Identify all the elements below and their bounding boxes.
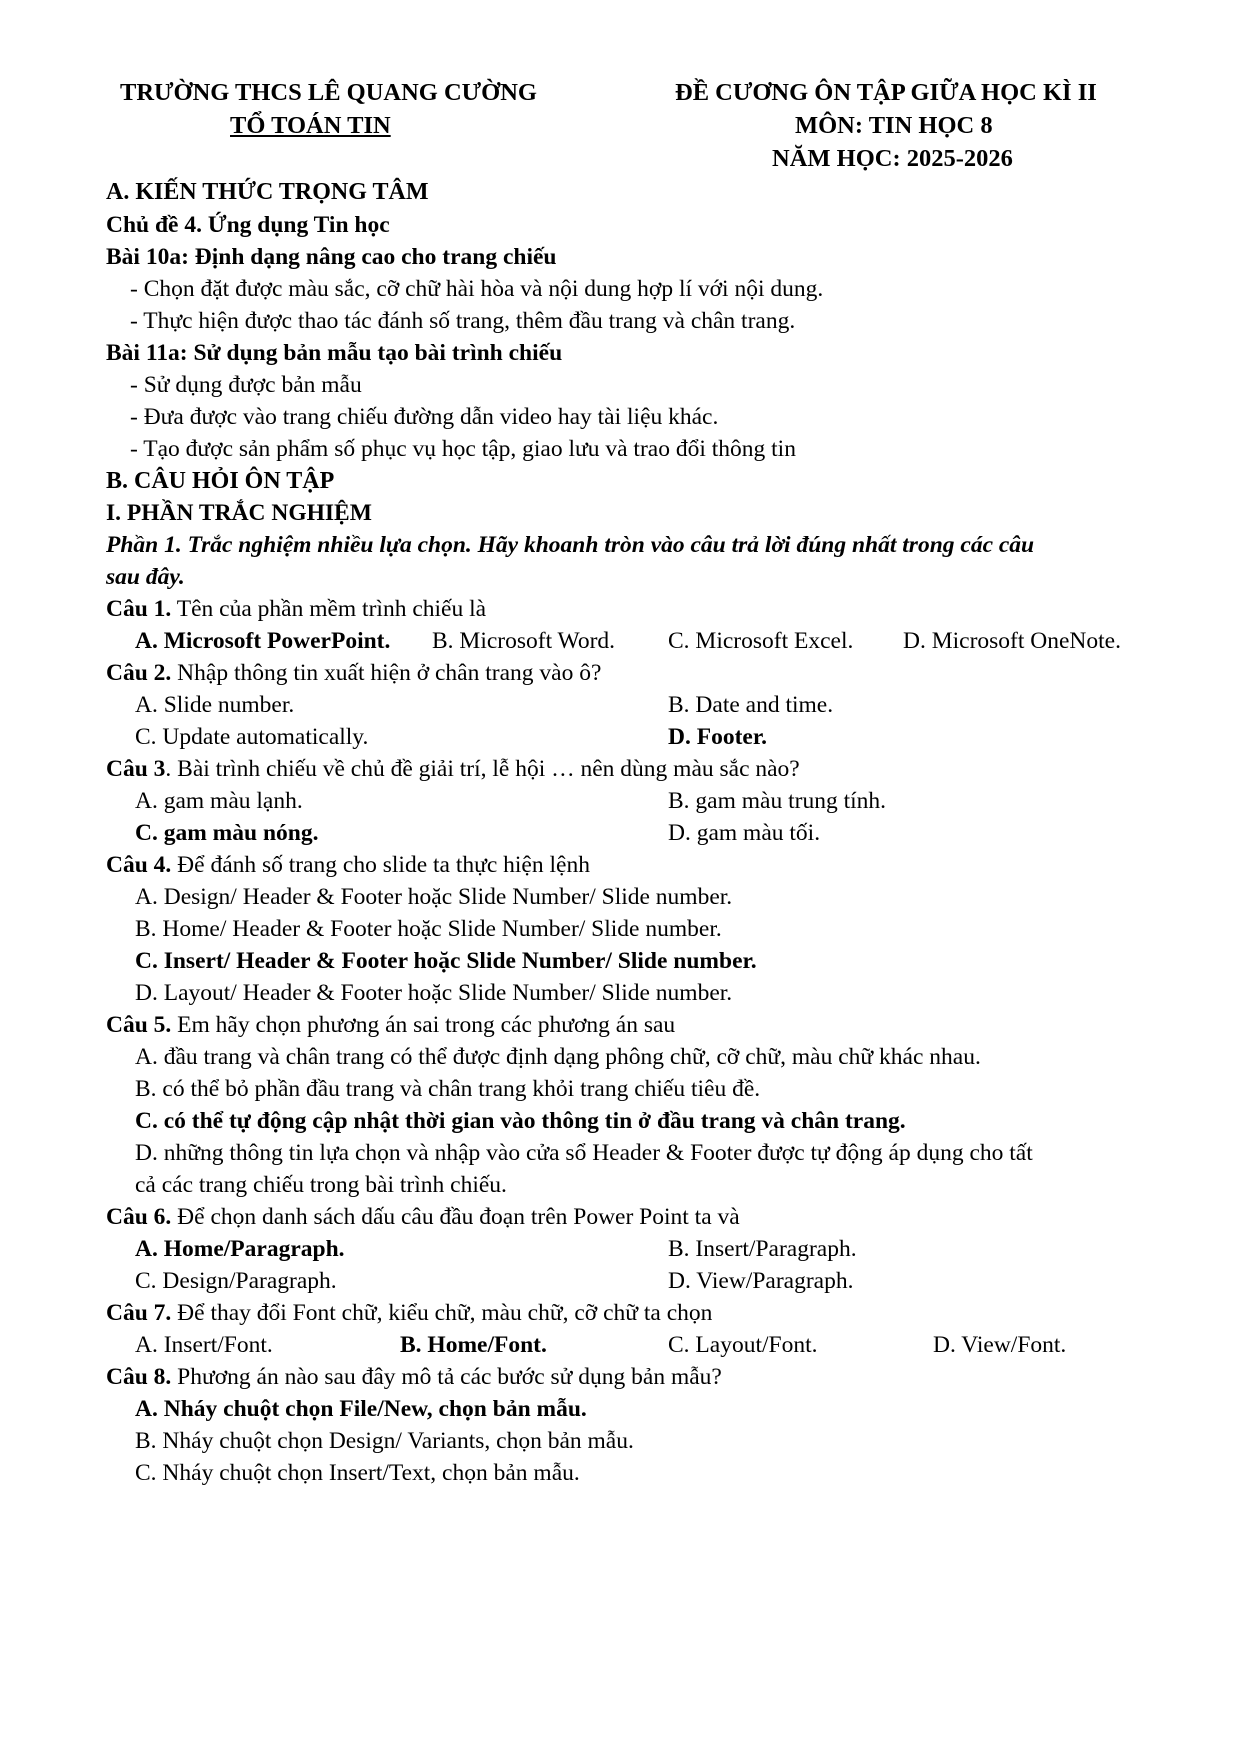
q8-option-a: A. Nháy chuột chọn File/New, chọn bản mẫu. [135,1396,587,1422]
q4-option-b: B. Home/ Header & Footer hoặc Slide Number/ Slide number. [135,916,722,942]
q7-option-a: A. Insert/Font. [135,1332,273,1358]
question-3 [106,754,800,784]
school-name: TRƯỜNG THCS LÊ QUANG CƯỜNG [120,79,537,106]
lesson-11-item: - Sử dụng được bản mẫu [130,372,362,398]
question-7 [106,1298,712,1328]
q4-option-d: D. Layout/ Header & Footer hoặc Slide Number/ Slide number. [135,980,733,1006]
q1-option-a: A. Microsoft PowerPoint. [135,628,391,654]
question-text: Để đánh số trang cho slide ta thực hiện lệnh [171,852,590,878]
question-text: Để chọn danh sách dấu câu đầu đoạn trên Power Point ta và [171,1204,740,1230]
subject-line: MÔN: TIN HỌC 8 [795,112,993,139]
q6-option-c: C. Design/Paragraph. [135,1268,337,1294]
q5-option-b: B. có thể bỏ phần đầu trang và chân trang khỏi trang chiếu tiêu đề. [135,1076,761,1102]
q3-option-b: B. gam màu trung tính. [668,788,887,814]
question-8 [106,1362,722,1392]
part-1-heading: I. PHẦN TRẮC NGHIỆM [106,500,372,526]
q6-option-a: A. Home/Paragraph. [135,1236,345,1262]
lesson-11-heading: Bài 11a: Sử dụng bản mẫu tạo bài trình chiếu [106,340,563,366]
q5-option-c: C. có thể tự động cập nhật thời gian vào thông tin ở đầu trang và chân trang. [135,1108,906,1134]
section-a-heading: A. KIẾN THỨC TRỌNG TÂM [106,179,429,205]
question-1 [106,594,486,624]
section-b-heading: B. CÂU HỎI ÔN TẬP [106,468,335,494]
question-label: Câu 5. [106,1012,172,1038]
question-text: Nhập thông tin xuất hiện ở chân trang vào ô? [171,660,602,686]
department-name: TỔ TOÁN TIN [230,112,391,139]
lesson-11-item: - Tạo được sản phẩm số phục vụ học tập, giao lưu và trao đổi thông tin [130,436,796,462]
q2-option-c: C. Update automatically. [135,724,369,750]
question-label: Câu 8. [106,1364,172,1390]
question-label: Câu 4. [106,852,172,878]
q2-option-b: B. Date and time. [668,692,834,718]
document-title: ĐỀ CƯƠNG ÔN TẬP GIỮA HỌC KÌ II [675,79,1097,106]
lesson-10-heading: Bài 10a: Định dạng nâng cao cho trang chiếu [106,244,557,270]
question-text: . Bài trình chiếu về chủ đề giải trí, lễ hội … nên dùng màu sắc nào? [165,756,800,782]
question-text: Tên của phần mềm trình chiếu là [171,596,487,622]
instructions-line: Phần 1. Trắc nghiệm nhiều lựa chọn. Hãy khoanh tròn vào câu trả lời đúng nhất trong các câu [106,532,1035,558]
q8-option-b: B. Nháy chuột chọn Design/ Variants, chọn bản mẫu. [135,1428,634,1454]
question-text: Phương án nào sau đây mô tả các bước sử dụng bản mẫu? [171,1364,722,1390]
lesson-10-item: - Thực hiện được thao tác đánh số trang, thêm đầu trang và chân trang. [130,308,796,334]
q3-option-c: C. gam màu nóng. [135,820,319,846]
question-label: Câu 2. [106,660,172,686]
q2-option-a: A. Slide number. [135,692,295,718]
question-5 [106,1010,675,1040]
q6-option-b: B. Insert/Paragraph. [668,1236,857,1262]
lesson-11-item: - Đưa được vào trang chiếu đường dẫn video hay tài liệu khác. [130,404,719,430]
question-label: Câu 7. [106,1300,172,1326]
question-label: Câu 6. [106,1204,172,1230]
question-2 [106,658,601,688]
question-text: Em hãy chọn phương án sai trong các phương án sau [171,1012,676,1038]
question-label: Câu 3 [106,756,166,782]
q8-option-c: C. Nháy chuột chọn Insert/Text, chọn bản mẫu. [135,1460,580,1486]
topic-heading: Chủ đề 4. Ứng dụng Tin học [106,212,390,238]
lesson-10-item: - Chọn đặt được màu sắc, cỡ chữ hài hòa và nội dung hợp lí với nội dung. [130,276,824,302]
q3-option-d: D. gam màu tối. [668,820,821,846]
question-4 [106,850,590,880]
q4-option-a: A. Design/ Header & Footer hoặc Slide Number/ Slide number. [135,884,733,910]
q7-option-c: C. Layout/Font. [668,1332,818,1358]
q7-option-b: B. Home/Font. [400,1332,547,1358]
q5-option-d: D. những thông tin lựa chọn và nhập vào cửa sổ Header & Footer được tự động áp dụng cho tất [135,1140,1033,1166]
school-year: NĂM HỌC: 2025-2026 [772,145,1013,172]
q4-option-c: C. Insert/ Header & Footer hoặc Slide Number/ Slide number. [135,948,757,974]
q6-option-d: D. View/Paragraph. [668,1268,854,1294]
instructions-line: sau đây. [106,564,185,590]
q5-option-a: A. đầu trang và chân trang có thể được định dạng phông chữ, cỡ chữ, màu chữ khác nhau. [135,1044,981,1070]
q2-option-d: D. Footer. [668,724,767,750]
question-6 [106,1202,740,1232]
question-label: Câu 1. [106,596,172,622]
q3-option-a: A. gam màu lạnh. [135,788,303,814]
q1-option-d: D. Microsoft OneNote. [903,628,1121,654]
q5-option-d-continued: cả các trang chiếu trong bài trình chiếu. [135,1172,507,1198]
q1-option-c: C. Microsoft Excel. [668,628,854,654]
question-text: Để thay đổi Font chữ, kiểu chữ, màu chữ, cỡ chữ ta chọn [171,1300,713,1326]
q1-option-b: B. Microsoft Word. [432,628,616,654]
q7-option-d: D. View/Font. [933,1332,1067,1358]
